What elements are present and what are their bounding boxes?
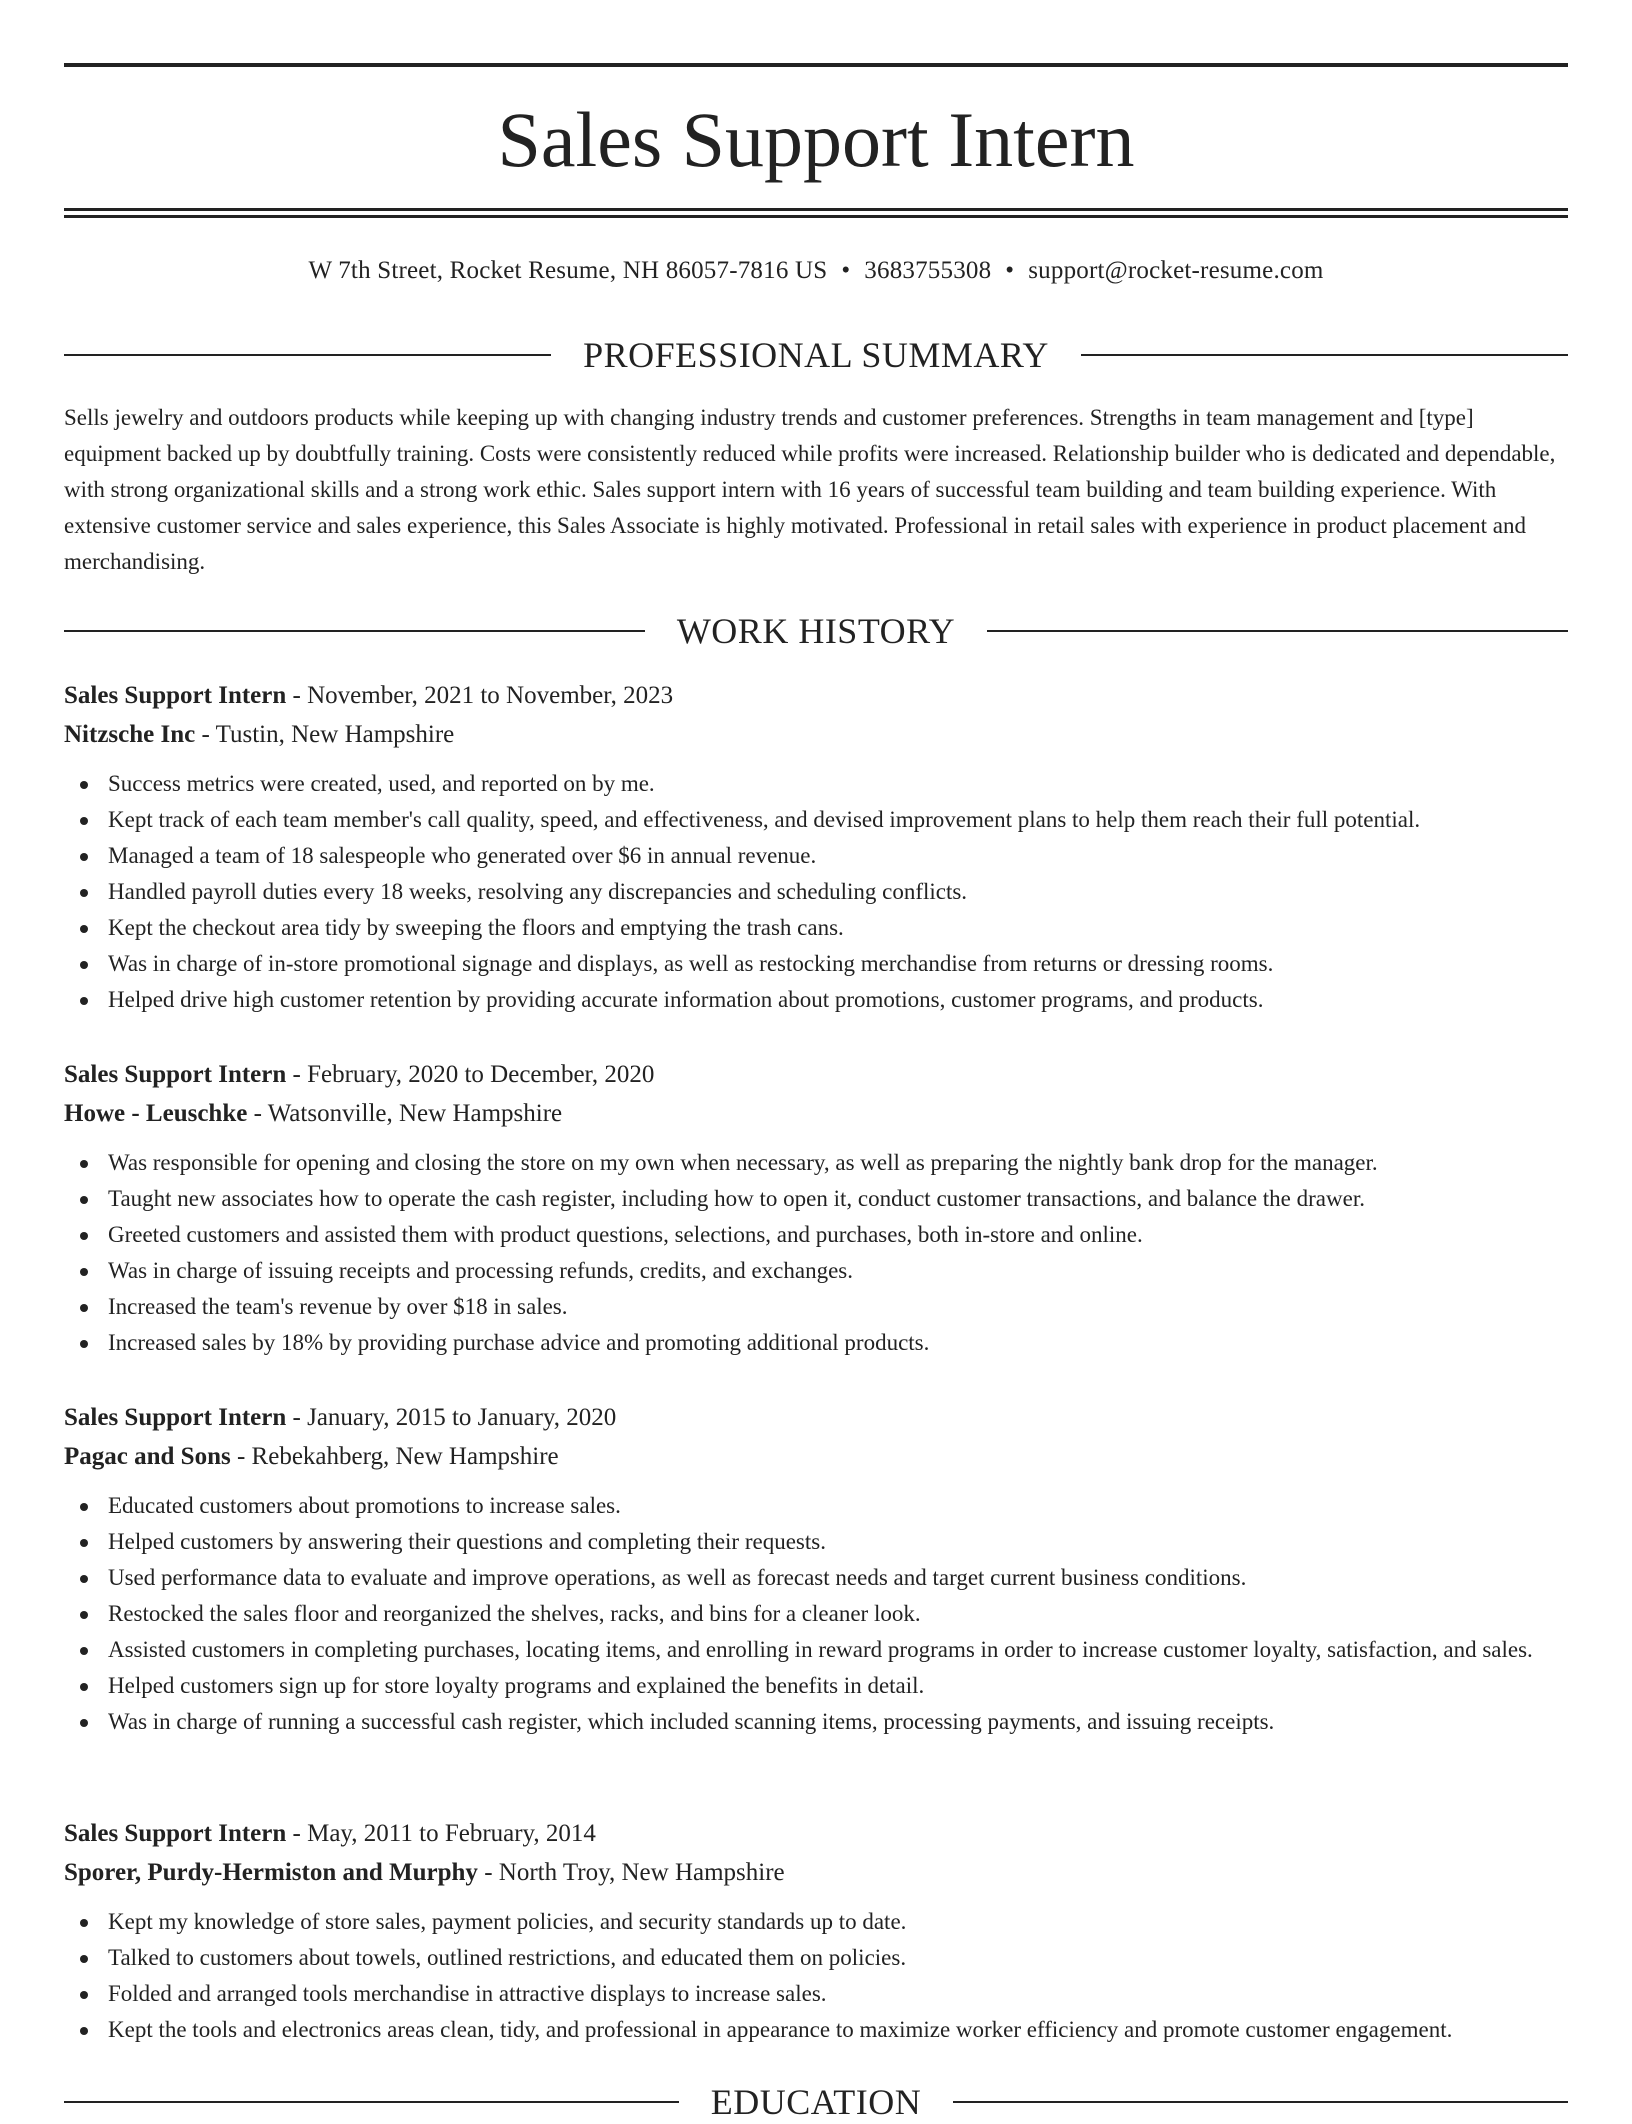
- job-bullet: [64, 802, 1568, 838]
- bullet-dot: [80, 1196, 88, 1204]
- job-bullet-text: Kept my knowledge of store sales, payment policies, and security standards up to date.: [108, 1909, 907, 1934]
- job-title-line: Sales Support Intern - May, 2011 to February, 2014: [64, 1820, 596, 1847]
- bullet-dot: [80, 781, 88, 789]
- job-bullet: [64, 2012, 1568, 2048]
- job-company: Sporer, Purdy-Hermiston and Murphy: [64, 1859, 478, 1886]
- job-bullet-text: Folded and arranged tools merchandise in attractive displays to increase sales.: [108, 1981, 827, 2006]
- job-title-line: Sales Support Intern - February, 2020 to December, 2020: [64, 1061, 655, 1088]
- job-bullet: [64, 1289, 1568, 1325]
- job-bullet: [64, 766, 1568, 802]
- heading-rule-left: [64, 630, 645, 632]
- job-title: Sales Support Intern: [64, 1820, 287, 1847]
- job-bullet-text: Helped drive high customer retention by providing accurate information about promotions, customer programs, and products.: [108, 987, 1264, 1012]
- title-double-rule-top: [64, 208, 1568, 211]
- bullet-dot: [80, 1719, 88, 1727]
- bullet-dot: [80, 925, 88, 933]
- job-title-line: Sales Support Intern - November, 2021 to November, 2023: [64, 682, 674, 709]
- bullet-dot: [80, 1955, 88, 1963]
- work-history-heading: [64, 609, 1568, 653]
- job-dates: May, 2011 to February, 2014: [307, 1820, 596, 1847]
- bullet-dot: [80, 1575, 88, 1583]
- education-heading: [64, 2080, 1568, 2124]
- job-bullet: [64, 874, 1568, 910]
- summary-heading-label: PROFESSIONAL SUMMARY: [583, 335, 1049, 375]
- job-bullet-text: Increased the team's revenue by over $18 in sales.: [108, 1294, 568, 1319]
- job-bullet: [64, 1325, 1568, 1361]
- bullet-dot: [80, 1539, 88, 1547]
- bullet-dot: [80, 889, 88, 897]
- job-bullet: [64, 982, 1568, 1018]
- job-company: Pagac and Sons: [64, 1443, 231, 1470]
- heading-rule-right: [987, 630, 1568, 632]
- job-bullet-list: [64, 1904, 1568, 2048]
- job-bullet: [64, 1524, 1568, 1560]
- job-bullet: [64, 1904, 1568, 1940]
- contact-email: support@rocket-resume.com: [1028, 257, 1324, 284]
- bullet-dot: [80, 1340, 88, 1348]
- contact-phone: 3683755308: [864, 257, 992, 284]
- job-bullet-text: Handled payroll duties every 18 weeks, resolving any discrepancies and scheduling conflicts.: [108, 879, 968, 904]
- title-double-rule-bottom: [64, 215, 1568, 218]
- job-location: Watsonville, New Hampshire: [267, 1100, 563, 1127]
- heading-rule-right: [953, 2101, 1568, 2103]
- job-bullet: [64, 1217, 1568, 1253]
- education-heading-label: EDUCATION: [710, 2082, 922, 2122]
- job-title-line: Sales Support Intern - January, 2015 to January, 2020: [64, 1404, 617, 1431]
- heading-rule-left: [64, 2101, 679, 2103]
- job-bullet-text: Was in charge of issuing receipts and processing refunds, credits, and exchanges.: [108, 1258, 853, 1283]
- job-company: Howe - Leuschke: [64, 1100, 248, 1127]
- job-bullet-text: Increased sales by 18% by providing purchase advice and promoting additional products.: [108, 1330, 930, 1355]
- job-bullet-text: Used performance data to evaluate and improve operations, as well as forecast needs and target current business conditions.: [108, 1565, 1247, 1590]
- job-bullet-text: Helped customers by answering their questions and completing their requests.: [108, 1529, 826, 1554]
- job-bullet: [64, 1253, 1568, 1289]
- job-company-line: Sporer, Purdy-Hermiston and Murphy - North Troy, New Hampshire: [64, 1859, 785, 1886]
- bullet-dot: [80, 1991, 88, 1999]
- job-company-line: Nitzsche Inc - Tustin, New Hampshire: [64, 721, 455, 748]
- bullet-dot: [80, 1232, 88, 1240]
- bullet-dot: [80, 1503, 88, 1511]
- contact-line: [0, 254, 1632, 288]
- job-bullet-list: [64, 1145, 1568, 1361]
- job-bullet: [64, 1181, 1568, 1217]
- contact-address: W 7th Street, Rocket Resume, NH 86057-7816 US: [308, 257, 828, 284]
- job-bullet: [64, 1596, 1568, 1632]
- bullet-dot: [80, 817, 88, 825]
- bullet-dot: [80, 1304, 88, 1312]
- job-location: Rebekahberg, New Hampshire: [251, 1443, 559, 1470]
- bullet-dot: [80, 961, 88, 969]
- heading-rule-left: [64, 354, 551, 356]
- job-bullet-list: [64, 1488, 1568, 1740]
- bullet-dot: [80, 1919, 88, 1927]
- summary-heading: [64, 333, 1568, 377]
- job-title: Sales Support Intern: [64, 1404, 287, 1431]
- job-title: Sales Support Intern: [64, 682, 287, 709]
- bullet-dot: [80, 1647, 88, 1655]
- job-entry: [64, 1398, 1568, 1740]
- job-company-line: Pagac and Sons - Rebekahberg, New Hampshire: [64, 1443, 559, 1470]
- resume-title: Sales Support Intern: [497, 96, 1135, 183]
- job-bullet-text: Success metrics were created, used, and reported on by me.: [108, 771, 655, 796]
- job-bullet-text: Was in charge of running a successful cash register, which included scanning items, processing payments, and issuing receipts.: [108, 1709, 1275, 1734]
- job-bullet-text: Was responsible for opening and closing the store on my own when necessary, as well as preparing the nightly bank drop for the manager.: [108, 1150, 1378, 1175]
- job-bullet: [64, 1940, 1568, 1976]
- bullet-dot: [80, 1683, 88, 1691]
- job-title: Sales Support Intern: [64, 1061, 287, 1088]
- job-bullet-text: Helped customers sign up for store loyalty programs and explained the benefits in detail.: [108, 1673, 925, 1698]
- job-bullet-text: Kept the tools and electronics areas clean, tidy, and professional in appearance to maximize worker efficiency and promote customer engagement.: [108, 2017, 1453, 2042]
- job-bullet: [64, 1488, 1568, 1524]
- bullet-dot: [80, 853, 88, 861]
- job-bullet: [64, 910, 1568, 946]
- job-entry: [64, 1055, 1568, 1361]
- job-entry: [64, 1814, 1568, 2048]
- job-bullet: [64, 1668, 1568, 1704]
- summary-text: Sells jewelry and outdoors products while keeping up with changing industry trends and customer preferences. Strengths in team management and [type] equipment backed up by doubtfully training. Costs were consistently reduced while profits were increased. Relationship builder who is dedicated and dependable, with strong organizational skills and a strong work ethic. Sales support intern with 16 years of successful team building and team building experience. With extensive customer service and sales experience, this Sales Associate is highly motivated. Professional in retail sales with experience in product placement and merchandising.: [64, 405, 1556, 574]
- top-rule: [64, 63, 1568, 67]
- job-bullet: [64, 1976, 1568, 2012]
- job-bullet-text: Assisted customers in completing purchases, locating items, and enrolling in reward programs in order to increase customer loyalty, satisfaction, and sales.: [108, 1637, 1533, 1662]
- job-bullet: [64, 946, 1568, 982]
- job-bullet-text: Kept the checkout area tidy by sweeping the floors and emptying the trash cans.: [108, 915, 844, 940]
- job-company: Nitzsche Inc: [64, 721, 196, 748]
- contact-separator: •: [1005, 257, 1015, 284]
- job-bullet-text: Was in charge of in-store promotional signage and displays, as well as restocking merchandise from returns or dressing rooms.: [108, 951, 1274, 976]
- job-bullet-text: Greeted customers and assisted them with product questions, selections, and purchases, both in-store and online.: [108, 1222, 1143, 1247]
- job-dates: February, 2020 to December, 2020: [307, 1061, 655, 1088]
- job-company-line: Howe - Leuschke - Watsonville, New Hampshire: [64, 1100, 563, 1127]
- job-bullet: [64, 1704, 1568, 1740]
- job-bullet-text: Educated customers about promotions to increase sales.: [108, 1493, 621, 1518]
- job-location: Tustin, New Hampshire: [215, 721, 455, 748]
- job-dates: January, 2015 to January, 2020: [307, 1404, 617, 1431]
- job-bullet-text: Taught new associates how to operate the cash register, including how to open it, conduct customer transactions, and balance the drawer.: [108, 1186, 1365, 1211]
- job-bullet-text: Restocked the sales floor and reorganized the shelves, racks, and bins for a cleaner look.: [108, 1601, 921, 1626]
- heading-rule-right: [1081, 354, 1568, 356]
- job-bullet-text: Kept track of each team member's call quality, speed, and effectiveness, and devised improvement plans to help them reach their full potential.: [108, 807, 1421, 832]
- bullet-dot: [80, 2027, 88, 2035]
- job-dates: November, 2021 to November, 2023: [307, 682, 674, 709]
- job-bullet: [64, 838, 1568, 874]
- job-bullet-list: [64, 766, 1568, 1018]
- contact-separator: •: [841, 257, 851, 284]
- bullet-dot: [80, 997, 88, 1005]
- job-entry: [64, 676, 1568, 1018]
- job-bullet-text: Managed a team of 18 salespeople who generated over $6 in annual revenue.: [108, 843, 817, 868]
- bullet-dot: [80, 1160, 88, 1168]
- job-bullet: [64, 1560, 1568, 1596]
- bullet-dot: [80, 1268, 88, 1276]
- bullet-dot: [80, 1611, 88, 1619]
- job-bullet: [64, 1145, 1568, 1181]
- job-bullet-text: Talked to customers about towels, outlined restrictions, and educated them on policies.: [108, 1945, 907, 1970]
- job-location: North Troy, New Hampshire: [498, 1859, 785, 1886]
- job-bullet: [64, 1632, 1568, 1668]
- work-history-heading-label: WORK HISTORY: [676, 611, 956, 651]
